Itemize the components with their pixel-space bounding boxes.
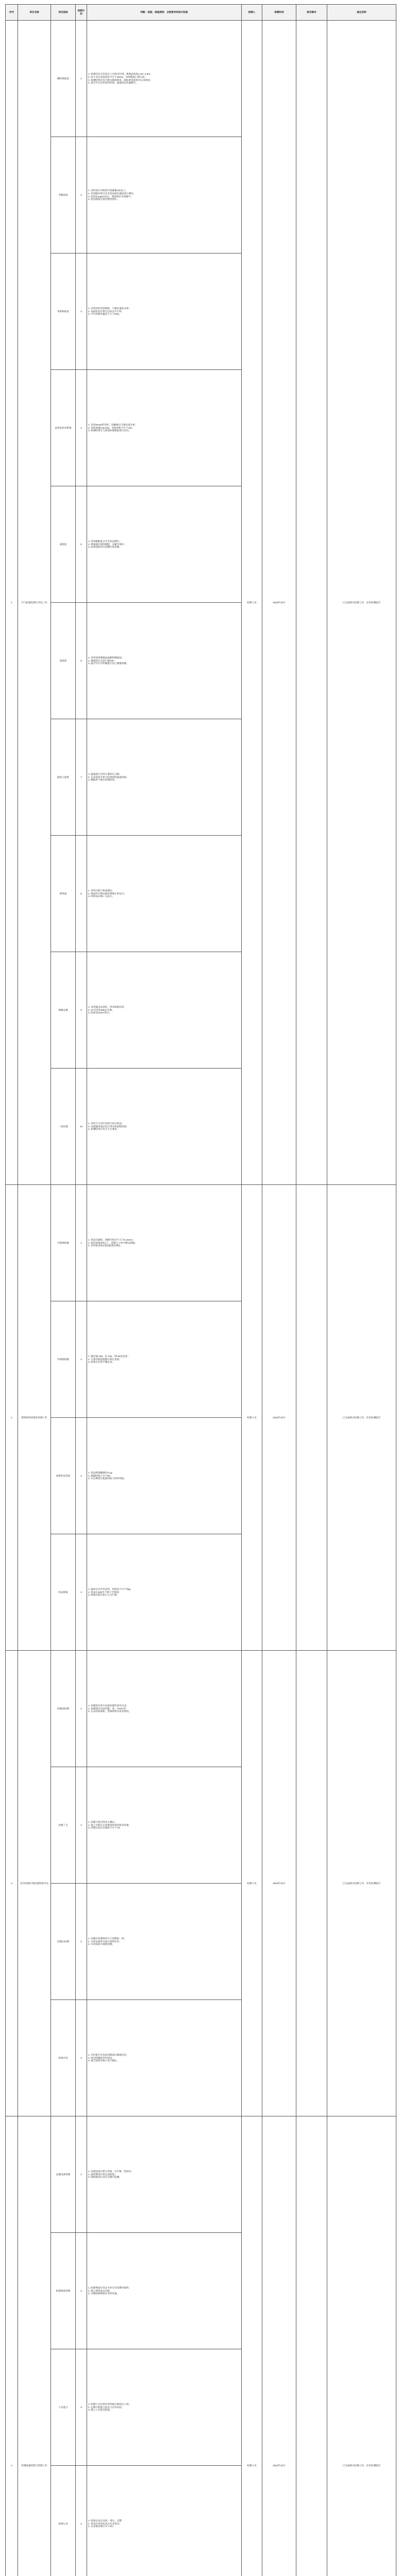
- column-header: 项目指标: [51, 5, 76, 21]
- item-index-cell: 2: [76, 1767, 87, 1884]
- group-name-cell: 空气质量检测与评估工作: [18, 21, 51, 1185]
- requirement-line: 2. 每个点位连续采样不少于45min，采样期间门窗关闭；: [88, 75, 147, 78]
- requirement-line: 3. 记录保存期不少于6年。: [88, 2525, 116, 2528]
- item-index-cell: 4: [76, 2000, 87, 2116]
- requirement-cell: [87, 2000, 242, 2116]
- requirement-line: 3. 检测结果应符合相关限值要求，超标时需复检并记录原因；: [88, 78, 153, 81]
- item-index-cell: 2: [76, 137, 87, 253]
- column-header: 报告编号: [296, 5, 327, 21]
- requirement-line: 2. 测量前应关闭门窗24h；: [88, 659, 116, 662]
- requirement-line: 2. 样品在105℃下烘干至恒重；: [88, 1590, 121, 1594]
- requirement-line: 3. 结果以mg/m³表示，保留两位有效数字；: [88, 195, 133, 198]
- requirement-line: 2. 更改应采用杠改方式并签名；: [88, 2522, 122, 2525]
- requirement-line: 2. 检测项目包括甲醛、苯、TVOC等；: [88, 1707, 128, 1710]
- item-name-cell: 总挥发性有机物: [51, 370, 76, 486]
- requirement-line: 1. 采用不分光红外线气体分析法；: [88, 1122, 124, 1125]
- requirement-line: 2. 采用酚试剂分光光度法或仪器法进行测定；: [88, 192, 136, 195]
- requirement-line: 1. 检测点位应布设在人员活动区域，距地面高度1.2m~1.5m；: [88, 73, 153, 76]
- requirement-line: 3. 未达标的应重新治理。: [88, 1943, 115, 1946]
- requirement-line: 1. 治理后检测条件应与治理前一致；: [88, 1937, 127, 1940]
- item-name-cell: 外照射指数: [51, 1301, 76, 1418]
- group-number-cell: 2: [6, 1185, 18, 1651]
- inspection-date-cell: 2023年10月: [262, 21, 296, 1185]
- requirement-line: 2. 建立领用登记台账；: [88, 2289, 112, 2292]
- remark-cell: 已完成相关检测工作，详见检测报告: [327, 1185, 396, 1651]
- item-name-cell: 效果评价: [51, 2000, 76, 2116]
- inspector-cell: 检测人员: [242, 2116, 262, 2576]
- item-name-cell: 氨浓度: [51, 486, 76, 603]
- item-name-cell: 治理工艺: [51, 1767, 76, 1884]
- requirement-line: 1. 治理前应进行本底检测并留存记录；: [88, 1704, 129, 1707]
- requirement-line: 1. 治理方案应经业主确认；: [88, 1821, 117, 1824]
- requirement-line: 3. 结果以cfu/m³表示。: [88, 1011, 112, 1014]
- item-name-cell: 治理后检测: [51, 1884, 76, 2000]
- requirement-cell: [87, 836, 242, 952]
- remark-cell: 已完成相关检测工作，详见检测报告: [327, 1651, 396, 2116]
- requirement-line: 1. 采用连续测量法或累积测量法；: [88, 656, 124, 659]
- requirement-line: 1. 采用靛酚蓝分光光度法测定；: [88, 540, 122, 543]
- item-name-cell: 氡浓度: [51, 603, 76, 719]
- table-row: [6, 2116, 396, 2233]
- requirement-line: 3. 过期标准物质应及时处置。: [88, 2292, 120, 2295]
- requirement-line: 3. 期间核查记录应完整可追溯。: [88, 2176, 122, 2179]
- item-name-cell: 二氧化碳: [51, 1069, 76, 1185]
- column-header: 检测时间: [262, 5, 296, 21]
- requirement-line: 1. 采用撞击法采样，营养琼脂培养；: [88, 1006, 127, 1009]
- requirement-line: 1. 样品应破碎、研磨至粒径不大于0.16mm；: [88, 1239, 135, 1242]
- item-index-cell: 6: [76, 603, 87, 719]
- requirement-cell: [87, 2349, 242, 2466]
- table-row: [6, 21, 396, 137]
- requirement-cell: [87, 719, 242, 836]
- item-name-cell: 苯系物浓度: [51, 253, 76, 370]
- requirement-line: 2. 每批样品应带空白样及平行样；: [88, 310, 124, 313]
- requirement-line: 1. 检测人员应经培训考核合格持证上岗；: [88, 2403, 131, 2406]
- item-name-cell: 细菌总数: [51, 952, 76, 1069]
- requirement-cell: [87, 1884, 242, 2000]
- requirement-line: 2. 按周期进行检定或校准；: [88, 2173, 117, 2176]
- requirement-line: 2. 定期开展能力验证与比对试验；: [88, 2405, 124, 2409]
- column-header: 备注说明: [327, 5, 396, 21]
- item-name-cell: 仪器设备管理: [51, 2116, 76, 2233]
- column-header: 序号: [6, 5, 18, 21]
- item-index-cell: 3: [76, 2349, 87, 2466]
- requirement-line: 1. 采用Tenax管采样，热解吸后气相色谱分析；: [88, 423, 138, 427]
- requirement-line: 1. 原始记录应及时、真实、完整；: [88, 2519, 124, 2522]
- table-header-row: [6, 5, 396, 21]
- requirement-cell: [87, 2233, 242, 2349]
- group-number-cell: 3: [6, 1651, 18, 2116]
- requirement-cell: [87, 2116, 242, 2233]
- requirement-cell: [87, 603, 242, 719]
- item-index-cell: 5: [76, 486, 87, 603]
- item-name-cell: 标准物质管理: [51, 2233, 76, 2349]
- requirement-line: 2. 密封放置3周以上，待镭与子体平衡后测量；: [88, 1241, 137, 1244]
- requirement-line: 3. 制备过程应防止交叉污染。: [88, 1594, 120, 1597]
- requirement-line: 3. 检测结果应与国家标准限值进行比对。: [88, 429, 131, 432]
- requirement-cell: [87, 486, 242, 603]
- requirement-line: 1. 采用活性炭管吸附、气相色谱法分析；: [88, 307, 131, 310]
- requirement-cell: [87, 137, 242, 253]
- requirement-line: 1. 取样应具有代表性，每批次不少于3kg；: [88, 1588, 133, 1591]
- item-index-cell: 3: [76, 253, 87, 370]
- item-name-cell: 样品制备: [51, 1534, 76, 1651]
- report-number-cell: [296, 21, 327, 1185]
- group-name-cell: 检测质量控制与管理工作: [18, 2116, 51, 2576]
- item-index-cell: 1: [76, 2116, 87, 2233]
- item-name-cell: 原始记录: [51, 2466, 76, 2576]
- requirement-line: 3. 采用低本底多道γ能谱仪测定。: [88, 1244, 123, 1247]
- item-name-cell: 颗粒物浓度: [51, 21, 76, 137]
- item-index-cell: 3: [76, 1884, 87, 2000]
- item-index-cell: 9: [76, 952, 87, 1069]
- requirement-line: 3. 报告需经审核人签字确认。: [88, 2059, 120, 2062]
- requirement-line: 2. 吸收液应现用现配，并避光保存；: [88, 543, 127, 546]
- group-name-cell: 建筑材料放射性检测工作: [18, 1185, 51, 1651]
- inspector-cell: 检测人员: [242, 21, 262, 1185]
- item-index-cell: 8: [76, 836, 87, 952]
- requirement-line: 2. 测量时间不少于8h；: [88, 1474, 112, 1477]
- group-number-cell: 1: [6, 21, 18, 1185]
- requirement-line: 2. 仪器使用前应进行零点和量程校准；: [88, 1125, 129, 1128]
- requirement-line: 2. 37℃培养48h后计数；: [88, 1008, 114, 1011]
- item-name-cell: 新风量: [51, 836, 76, 952]
- requirement-cell: [87, 1534, 242, 1651]
- requirement-line: 4. 超出限值应提出整改建议。: [88, 198, 120, 201]
- requirement-cell: [87, 1069, 242, 1185]
- item-index-cell: 1: [76, 1185, 87, 1301]
- requirement-line: 3. 结果以m³/(h·人)表示。: [88, 895, 115, 898]
- requirement-line: 1. 评价报告应包括治理前后数据对比；: [88, 2054, 129, 2057]
- item-name-cell: 内照射指数: [51, 1185, 76, 1301]
- requirement-cell: [87, 2466, 242, 2576]
- requirement-line: 3. 数据用于修正检测结果。: [88, 778, 117, 782]
- inspector-cell: 检测人员: [242, 1651, 262, 2116]
- item-name-cell: 放射性比活度: [51, 1418, 76, 1534]
- requirement-cell: [87, 370, 242, 486]
- inspector-cell: 检测人员: [242, 1185, 262, 1651]
- requirement-cell: [87, 1418, 242, 1534]
- column-header: 检测人: [242, 5, 262, 21]
- group-number-cell: 4: [6, 2116, 18, 2576]
- table-row: [6, 1651, 396, 1767]
- requirement-cell: [87, 21, 242, 137]
- requirement-line: 2. 测定时应保证通风系统正常运行；: [88, 892, 127, 895]
- item-name-cell: 人员能力: [51, 2349, 76, 2466]
- requirement-line: 1. 标准物质应有证书并在有效期内使用；: [88, 2286, 131, 2290]
- requirement-line: 3. 检测结果应符合卫生要求。: [88, 1128, 120, 1131]
- requirement-line: 1. 采用示踪气体法测定；: [88, 889, 115, 892]
- inspection-date-cell: 2023年10月: [262, 1185, 296, 1651]
- item-index-cell: 2: [76, 1301, 87, 1418]
- item-name-cell: 甲醛浓度: [51, 137, 76, 253]
- item-index-cell: 1: [76, 1651, 87, 1767]
- report-number-cell: [296, 2116, 327, 2576]
- item-name-cell: 温度与湿度: [51, 719, 76, 836]
- requirement-line: 3. 应定期进行能量刻度与效率刻度。: [88, 1477, 127, 1480]
- requirement-cell: [87, 1767, 242, 1884]
- requirement-cell: [87, 1651, 242, 1767]
- requirement-line: 3. 平行样相对偏差不大于20%。: [88, 313, 122, 316]
- remark-cell: 已完成相关检测工作，详见检测报告: [327, 21, 396, 1185]
- column-header: 检测方法: [76, 5, 87, 21]
- requirement-line: 3. 结果超标时应追溯污染来源。: [88, 546, 122, 549]
- requirement-line: 3. 治理完成后应通风不少于7d。: [88, 1826, 122, 1829]
- inspection-date-cell: 2023年10月: [262, 1651, 296, 2116]
- requirement-cell: [87, 253, 242, 370]
- requirement-line: 3. 建立人员技术档案。: [88, 2409, 112, 2412]
- requirement-line: 3. 报告中应写明测量方法与测量周期。: [88, 662, 129, 665]
- item-index-cell: 1: [76, 21, 87, 137]
- requirement-line: 1. 测定镭-226、钍-232、钾-40比活度；: [88, 1355, 130, 1358]
- requirement-line: 1. 温湿度计应经计量检定合格；: [88, 773, 122, 776]
- spec-table: [5, 4, 396, 2576]
- requirement-cell: [87, 1301, 242, 1418]
- item-index-cell: 3: [76, 1418, 87, 1534]
- item-index-cell: 4: [76, 370, 87, 486]
- requirement-line: 4. 报告中应注明采样时间、温湿度及仪器编号。: [88, 81, 138, 84]
- requirement-line: 3. 记录房间面积、装修材料及家具情况。: [88, 1710, 131, 1713]
- item-index-cell: 4: [76, 1534, 87, 1651]
- requirement-line: 1. 采样前应对密闭空间静置12h以上；: [88, 189, 128, 192]
- requirement-line: 2. 采样流量0.5L/min，采样体积不少于10L；: [88, 426, 135, 429]
- requirement-line: 1. 仪器设备应建立档案，实行唯一性标识；: [88, 2170, 133, 2173]
- report-number-cell: [296, 1651, 327, 2116]
- table-row: [6, 1185, 396, 1301]
- requirement-line: 2. 计算去除率并进行效果评价；: [88, 1940, 122, 1943]
- requirement-line: 2. 给出明确的评价结论；: [88, 2056, 115, 2059]
- column-header: 项目名称: [18, 5, 51, 21]
- inspection-date-cell: 2023年10月: [262, 2116, 296, 2576]
- requirement-line: 1. 样品称量精确至0.1g；: [88, 1471, 114, 1475]
- requirement-cell: [87, 1185, 242, 1301]
- requirement-line: 2. 计算外照射指数并判定类别；: [88, 1358, 122, 1361]
- item-index-cell: 2: [76, 2233, 87, 2349]
- item-index-cell: 7: [76, 719, 87, 836]
- remark-cell: 已完成相关检测工作，详见检测报告: [327, 2116, 396, 2576]
- requirement-line: 3. 结果应注明不确定度。: [88, 1361, 115, 1364]
- item-index-cell: 4: [76, 2466, 87, 2576]
- item-index-cell: 10: [76, 1069, 87, 1185]
- table-body: [6, 21, 396, 2576]
- group-name-cell: 室内装修污染治理效果评估: [18, 1651, 51, 2116]
- requirement-line: 2. 记录采样开始与结束时的温湿度值；: [88, 775, 129, 778]
- item-name-cell: 治理前检测: [51, 1651, 76, 1767]
- requirement-cell: [87, 952, 242, 1069]
- column-header: 判断、检验、检验规则、合格要求和执行标准: [87, 5, 242, 21]
- report-number-cell: [296, 1185, 327, 1651]
- requirement-line: 2. 施工过程应记录使用药剂名称及用量；: [88, 1823, 131, 1826]
